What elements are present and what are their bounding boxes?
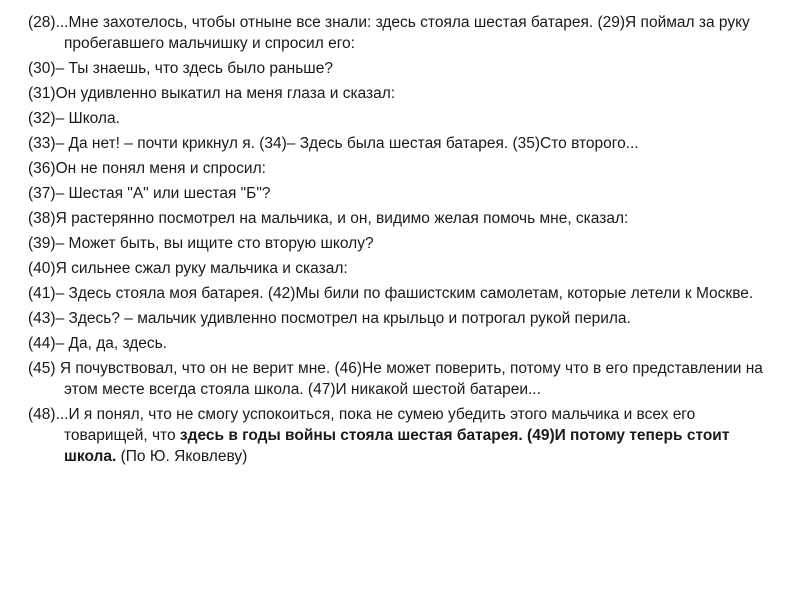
paragraph-45: [28, 358, 778, 400]
document-body: [28, 12, 778, 471]
paragraph-32: [28, 108, 778, 129]
paragraph-41: [28, 283, 778, 304]
paragraph-text: (30)– Ты знаешь, что здесь было раньше?: [28, 60, 333, 77]
paragraph-text: (40)Я сильнее сжал руку мальчика и сказал:: [28, 260, 348, 277]
paragraph-text: (37)– Шестая "А" или шестая "Б"?: [28, 185, 271, 202]
paragraph-text: (39)– Может быть, вы ищите сто вторую школу?: [28, 235, 374, 252]
paragraph-43: [28, 308, 778, 329]
paragraph-33: [28, 133, 778, 154]
paragraph-text: (43)– Здесь? – мальчик удивленно посмотрел на крыльцо и потрогал рукой перила.: [28, 310, 631, 327]
paragraph-text: (36)Он не понял меня и спросил:: [28, 160, 266, 177]
paragraph-28: [28, 12, 778, 54]
paragraph-text: (45) Я почувствовал, что он не верит мне. (46)Не может поверить, потому что в его представлении на этом месте всегда стояла школа. (47)И никакой шестой батареи...: [28, 360, 763, 398]
paragraph-text: (33)– Да нет! – почти крикнул я. (34)– Здесь была шестая батарея. (35)Сто второго...: [28, 135, 639, 152]
paragraph-text: (41)– Здесь стояла моя батарея. (42)Мы били по фашистским самолетам, которые летели к Москве.: [28, 285, 754, 302]
paragraph-40: [28, 258, 778, 279]
paragraph-48: [28, 404, 778, 467]
source-attribution: (По Ю. Яковлеву): [116, 448, 248, 465]
paragraph-text: (32)– Школа.: [28, 110, 120, 127]
paragraph-30: [28, 58, 778, 79]
paragraph-37: [28, 183, 778, 204]
paragraph-text: (44)– Да, да, здесь.: [28, 335, 168, 352]
paragraph-text: (48)...И я понял, что не смогу успокоиться, пока не сумею убедить этого мальчика и всех его товарищей, что: [28, 406, 696, 444]
paragraph-38: [28, 208, 778, 229]
paragraph-text: (28)...Мне захотелось, чтобы отныне все знали: здесь стояла шестая батарея. (29)Я поймал за руку пробегавшего мальчишку и спросил его:: [28, 14, 750, 52]
paragraph-36: [28, 158, 778, 179]
paragraph-39: [28, 233, 778, 254]
paragraph-text: (38)Я растерянно посмотрел на мальчика, и он, видимо желая помочь мне, сказал:: [28, 210, 629, 227]
paragraph-text: (31)Он удивленно выкатил на меня глаза и сказал:: [28, 85, 396, 102]
paragraph-31: [28, 83, 778, 104]
emphasized-text: здесь в годы войны стояла шестая батарея. (49)И потому теперь стоит школа.: [64, 427, 730, 465]
paragraph-44: [28, 333, 778, 354]
